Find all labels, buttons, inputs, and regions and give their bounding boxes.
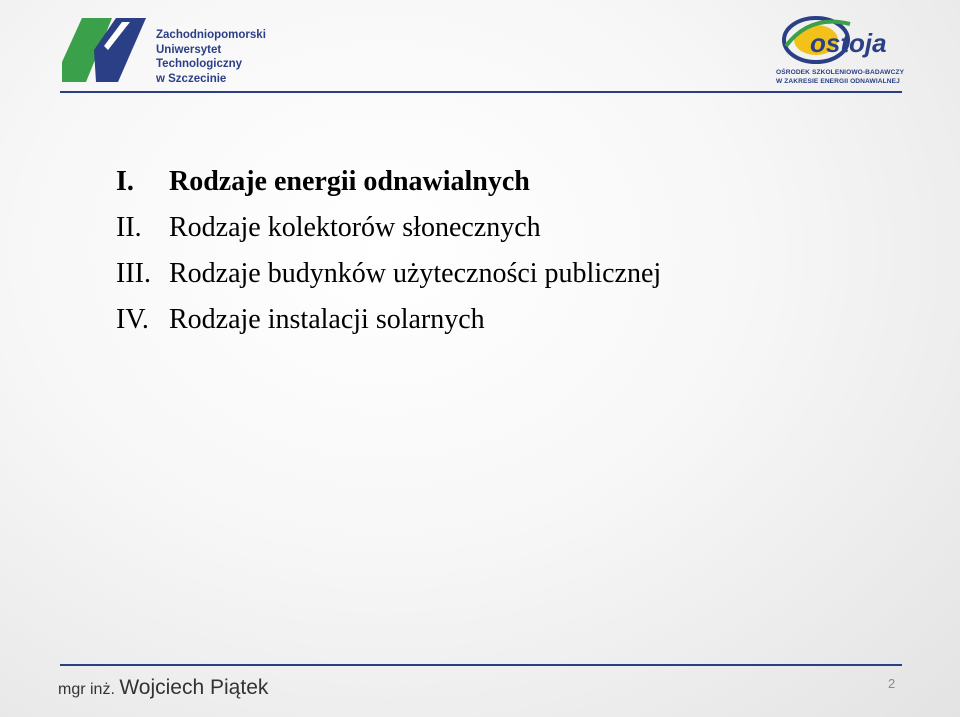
university-name-line: w Szczecinie — [156, 72, 227, 85]
agenda-item-text: Rodzaje kolektorów słonecznych — [169, 212, 541, 243]
ostoja-logo — [776, 6, 906, 88]
author-title: mgr inż. — [58, 681, 115, 698]
footer-author — [58, 676, 268, 700]
agenda-item-number: II. — [116, 212, 142, 243]
ostoja-subtitle — [776, 69, 904, 86]
university-name-line: Technologiczny — [156, 58, 243, 70]
agenda-item-number: III. — [116, 258, 151, 289]
agenda-item-text: Rodzaje energii odnawialnych — [169, 166, 530, 197]
author-name: Wojciech Piątek — [119, 676, 269, 699]
agenda-item-text: Rodzaje budynków użyteczności publicznej — [169, 258, 662, 289]
agenda-item-text: Rodzaje instalacji solarnych — [169, 304, 485, 335]
university-logo — [60, 14, 290, 86]
agenda-item-number: I. — [116, 166, 134, 197]
agenda-item-current — [116, 162, 661, 208]
ostoja-subtitle-line: OŚRODEK SZKOLENIOWO-BADAWCZY — [776, 69, 905, 76]
agenda-item — [116, 254, 661, 300]
header-divider — [60, 91, 902, 93]
ostoja-wordmark: ostoja — [810, 28, 887, 58]
university-name — [156, 28, 266, 86]
agenda-item — [116, 300, 661, 346]
ostoja-subtitle-line: W ZAKRESIE ENERGII ODNAWIALNEJ — [776, 77, 900, 85]
agenda-item-number: IV. — [116, 304, 149, 335]
university-logo-mark-icon — [60, 16, 150, 84]
university-name-line: Uniwersytet — [156, 43, 222, 56]
page-number: 2 — [888, 676, 896, 691]
ostoja-logo-mark-icon — [780, 6, 900, 68]
agenda-item — [116, 208, 661, 254]
footer-divider — [60, 664, 902, 666]
university-name-line: Zachodniopomorski — [156, 29, 266, 41]
agenda-list — [116, 162, 661, 346]
